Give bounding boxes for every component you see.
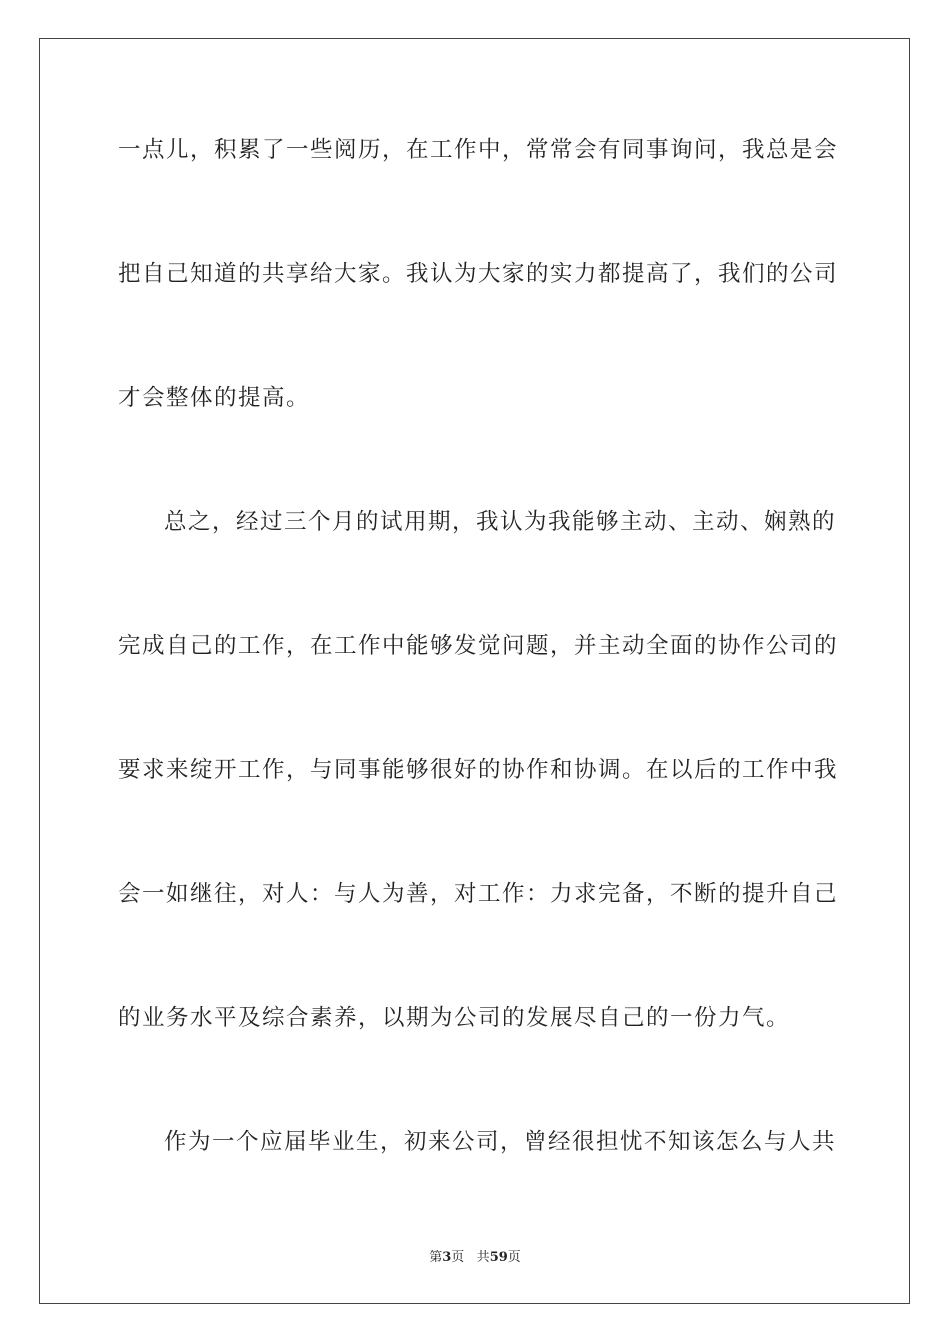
text-line-7: 会一如继往，对人：与人为善，对工作：力求完备，不断的提升自己 (118, 881, 839, 907)
text-line-2: 把自己知道的共享给大家。我认为大家的实力都提高了，我们的公司 (118, 261, 839, 287)
page-footer (0, 1246, 950, 1265)
text-line-5: 完成自己的工作，在工作中能够发觉问题，并主动全面的协作公司的 (118, 633, 839, 659)
text-line-9: 作为一个应届毕业生，初来公司，曾经很担忧不知该怎么与人共 (164, 1129, 837, 1155)
page-suffix: 页 (451, 1250, 465, 1265)
text-line-6: 要求来绽开工作，与同事能够很好的协作和协调。在以后的工作中我 (118, 757, 839, 783)
page-number: 3 (442, 1250, 452, 1265)
page-prefix: 第 (429, 1250, 443, 1265)
page-border (39, 38, 910, 1304)
text-line-4: 总之，经过三个月的试用期，我认为我能够主动、主动、娴熟的 (164, 509, 837, 535)
total-pages: 59 (489, 1250, 508, 1265)
text-line-1: 一点儿，积累了一些阅历，在工作中，常常会有同事询问，我总是会 (118, 137, 839, 163)
text-line-8: 的业务水平及综合素养，以期为公司的发展尽自己的一份力气。 (118, 1005, 791, 1031)
total-prefix: 共 (476, 1250, 490, 1265)
text-line-3: 才会整体的提高。 (118, 385, 311, 411)
total-suffix: 页 (507, 1250, 521, 1265)
